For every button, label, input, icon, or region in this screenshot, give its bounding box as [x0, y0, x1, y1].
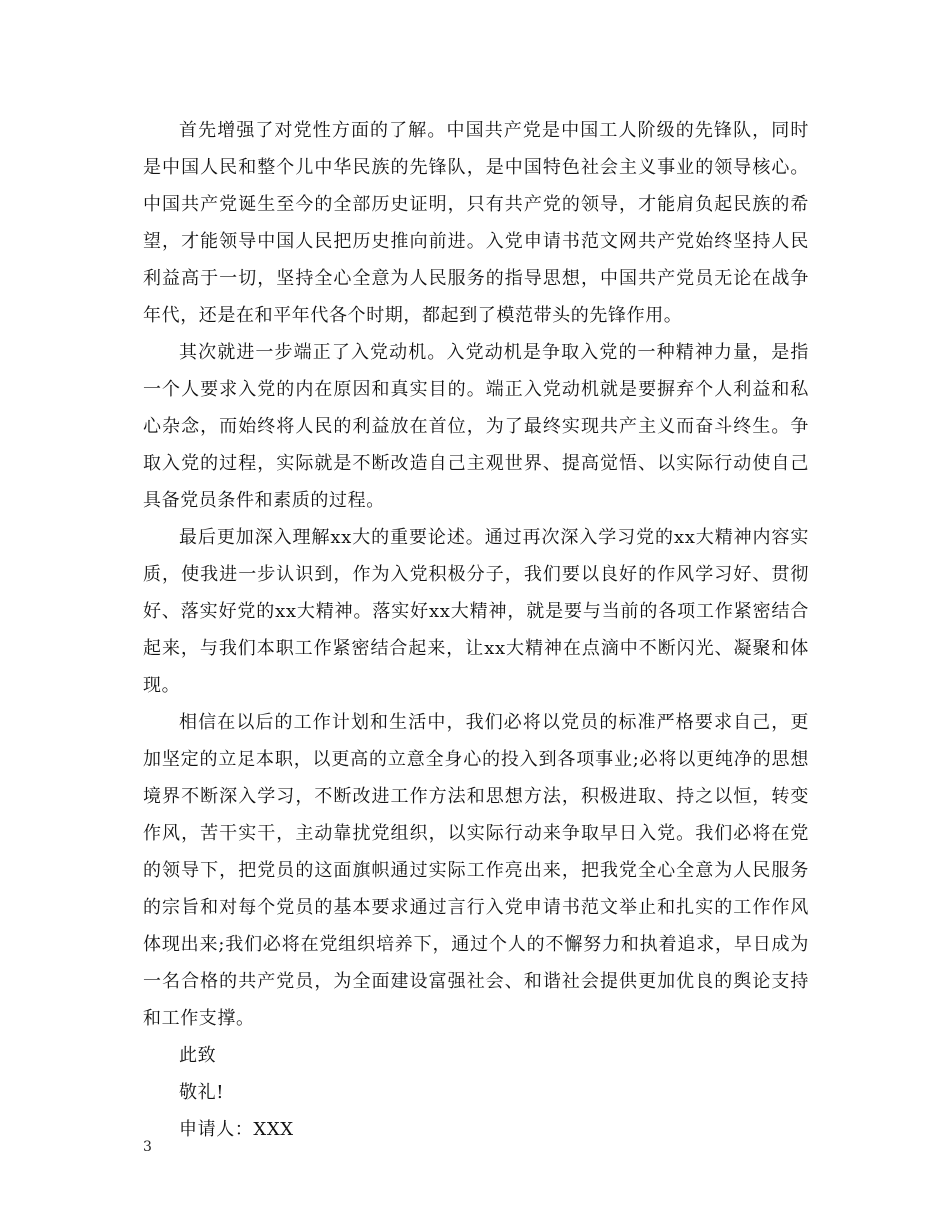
- paragraph-party-motivation: 其次就进一步端正了入党动机。入党动机是争取入党的一种精神力量，是指一个人要求入党的内在原因和真实目的。端正入党动机就是要摒弃个人利益和私心杂念，而始终将人民的利益放在首位，为了最终实现共产主义而奋斗终生。争取入党的过程，实际就是不断改造自己主观世界、提高觉悟、以实际行动使自己具备党员条件和素质的过程。: [143, 342, 809, 511]
- page-number: 3: [143, 1139, 152, 1155]
- document-body: [143, 112, 809, 1148]
- paragraph-party-understanding: 首先增强了对党性方面的了解。中国共产党是中国工人阶级的先锋队，同时是中国人民和整个儿中华民族的先锋队，是中国特色社会主义事业的领导核心。中国共产党诞生至今的全部历史证明，只有共产党的领导，才能肩负起民族的希望，才能领导中国人民把历史推向前进。入党申请书范文网共产党始终坚持人民利益高于一切，坚持全心全意为人民服务的指导思想，中国共产党员无论在战争年代，还是在和平年代各个时期，都起到了模范带头的先锋作用。: [143, 120, 809, 326]
- closing-salutation: 此致: [179, 1045, 217, 1066]
- closing-regards: 敬礼!: [179, 1082, 225, 1103]
- closing-signature: 申请人：XXX: [179, 1119, 294, 1140]
- paragraph-future-commitment: 相信在以后的工作计划和生活中，我们必将以党员的标准严格要求自己，更加坚定的立足本职，以更高的立意全身心的投入到各项事业;必将以更纯净的思想境界不断深入学习，不断改进工作方法和思想方法，积极进取、持之以恒，转变作风，苦干实干，主动靠扰党组织，以实际行动来争取早日入党。我们必将在党的领导下，把党员的这面旗帜通过实际工作亮出来，把我党全心全意为人民服务的宗旨和对每个党员的基本要求通过言行入党申请书范文举止和扎实的工作作风体现出来;我们必将在党组织培养下，通过个人的不懈努力和执着追求，早日成为一名合格的共产党员，为全面建设富强社会、和谐社会提供更加优良的舆论支持和工作支撑。: [143, 712, 809, 1029]
- paragraph-congress-study: 最后更加深入理解xx大的重要论述。通过再次深入学习党的xx大精神内容实质，使我进一步认识到，作为入党积极分子，我们要以良好的作风学习好、贯彻好、落实好党的xx大精神。落实好xx大精神，就是要与当前的各项工作紧密结合起来，与我们本职工作紧密结合起来，让xx大精神在点滴中不断闪光、凝聚和体现。: [143, 527, 809, 696]
